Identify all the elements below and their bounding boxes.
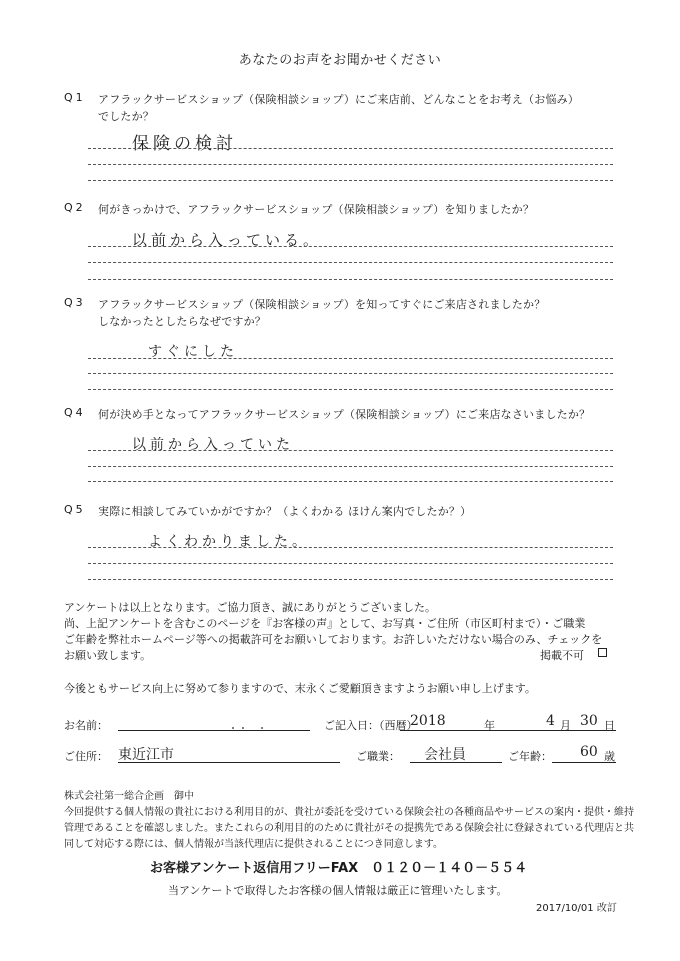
- address-value[interactable]: 東近江市: [118, 747, 174, 763]
- q4-answer-line: [88, 481, 613, 482]
- q1-answer-line: [88, 180, 613, 181]
- q3-number: Q3: [64, 296, 86, 309]
- no-publish-label: 掲載不可: [540, 649, 584, 662]
- q2-question: 何がきっかけで、アフラックサービスショップ（保険相談ショップ）を知りましたか？: [98, 203, 535, 216]
- page-title: あなたのお声をお聞かせください: [238, 53, 442, 68]
- q1-answer-line: [88, 148, 613, 149]
- notice-permission-line3: お願い致します。: [64, 649, 152, 662]
- q3-question: アフラックサービスショップ（保険相談ショップ）を知ってすぐにご来店されましたか？: [98, 298, 546, 311]
- pen-mark: [242, 727, 244, 729]
- q5-answer-line: [88, 563, 613, 564]
- name-field[interactable]: [118, 730, 310, 731]
- occupation-field: [410, 762, 502, 763]
- q5-answer: よくわかりました。: [148, 534, 310, 550]
- age-field: [552, 762, 616, 763]
- date-underline: [400, 730, 616, 731]
- q1-answer-line: [88, 164, 613, 165]
- q2-answer-line: [88, 279, 613, 280]
- q3-answer-line: [88, 389, 613, 390]
- name-label: お名前：: [64, 719, 108, 732]
- notice-closing: 今後ともサービス向上に努めて参りますので、末永くご愛顧頂きますようお願い申し上げます。: [64, 682, 536, 695]
- no-publish-checkbox[interactable]: [598, 648, 607, 657]
- q5-question: 実際に相談してみていかがですか？（よくわかる ほけん案内でしたか？）: [98, 505, 472, 518]
- date-label: ご記入日：（西暦）: [324, 719, 418, 732]
- q3-answer-line: [88, 358, 613, 359]
- q4-answer-line: [88, 466, 613, 467]
- age-value[interactable]: 60: [580, 744, 598, 760]
- revision-date: 2017/10/01 改訂: [536, 903, 617, 914]
- q5-number: Q5: [64, 503, 86, 516]
- privacy-line1: 今回提供する個人情報の貴社における利用目的が、貴社が委託を受けている保険会社の各種商品やサービスの案内・提供・維持: [64, 807, 634, 818]
- address-field: [118, 762, 340, 763]
- address-label: ご住所：: [64, 750, 108, 763]
- day-unit: 日: [604, 719, 615, 732]
- notice-permission-line1: 尚、上記アンケートを含むこのページを『お客様の声』として、お写真・ご住所（市区町村まで）・ご職業: [64, 617, 586, 630]
- q1-number: Q1: [64, 91, 86, 104]
- date-year[interactable]: 2018: [410, 713, 446, 729]
- q5-answer-line: [88, 547, 613, 548]
- occupation-label: ご職業：: [356, 750, 400, 763]
- q4-answer: 以前から入っていた: [132, 437, 294, 453]
- q3-question-cont: しなかったとしたらなぜですか？: [98, 315, 266, 328]
- age-label: ご年齢：: [508, 750, 552, 763]
- q2-number: Q2: [64, 201, 86, 214]
- q2-answer-line: [88, 262, 613, 263]
- pen-mark: [232, 727, 234, 729]
- q5-answer-line: [88, 579, 613, 580]
- q1-question-cont: でしたか？: [98, 110, 154, 123]
- notice-thanks: アンケートは以上となります。ご協力頂き、誠にありがとうございました。: [64, 601, 437, 614]
- company-addressee: 株式会社第一総合企画 御中: [64, 791, 194, 802]
- privacy-line3: 同して対応する際には、個人情報が当該代理店に提供されることにつき同意します。: [64, 839, 443, 850]
- notice-permission-line2: ご年齢を弊社ホームページ等への掲載許可をお願いしております。お許しいただけない場合のみ、チェックを: [64, 633, 603, 646]
- privacy-management: 当アンケートで取得したお客様の個人情報は厳正に管理いたします。: [168, 884, 508, 897]
- q4-question: 何が決め手となってアフラックサービスショップ（保険相談ショップ）にご来店なさいましたか？: [98, 408, 591, 421]
- occupation-value[interactable]: 会社員: [424, 747, 466, 763]
- date-month[interactable]: 4: [546, 713, 555, 729]
- q4-answer-line: [88, 450, 613, 451]
- month-unit: 月: [560, 719, 571, 732]
- age-unit: 歳: [604, 750, 615, 763]
- q3-answer: すぐにした: [148, 344, 238, 360]
- q2-answer: 以前から入っている。: [132, 231, 323, 249]
- date-day[interactable]: 30: [580, 713, 598, 729]
- pen-mark: [261, 727, 263, 729]
- privacy-line2: 管理であることを確認しました。またこれらの利用目的のために貴社がその提携先である保険会社に登録されている代理店と共: [64, 823, 634, 834]
- year-unit: 年: [484, 719, 495, 732]
- fax-number: お客様アンケート返信用フリーFAX ０１２０－１４０－５５４: [150, 861, 528, 876]
- q3-answer-line: [88, 373, 613, 374]
- q4-number: Q4: [64, 406, 86, 419]
- q2-answer-line: [88, 246, 613, 247]
- q1-question: アフラックサービスショップ（保険相談ショップ）にご来店前、どんなことをお考え（お悩み）: [98, 93, 580, 106]
- q1-answer: 保険の検討: [132, 134, 237, 154]
